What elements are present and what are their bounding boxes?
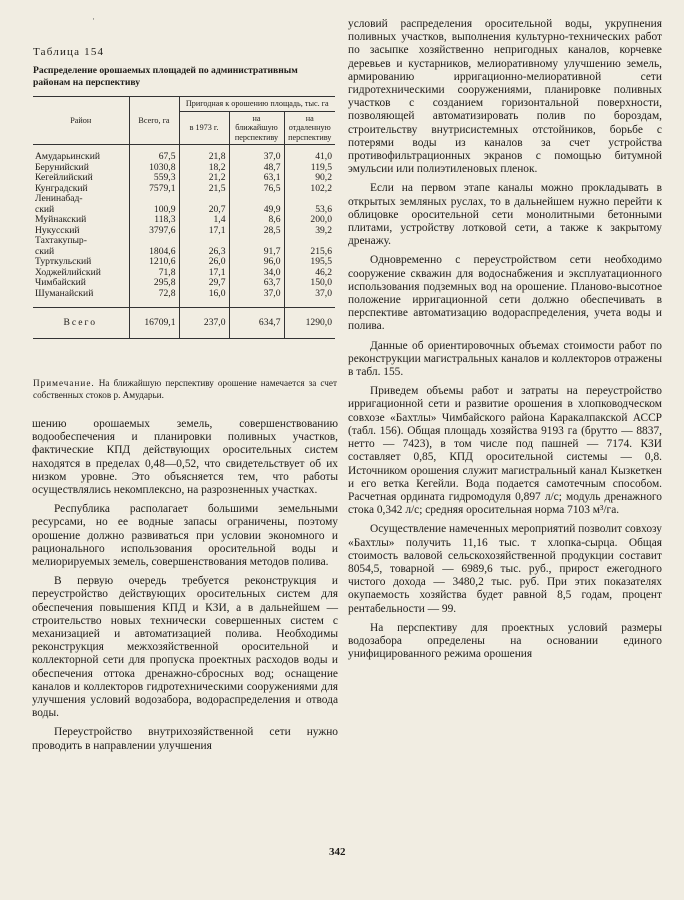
left-column-text: [32, 418, 338, 753]
value-cell: 53,6: [284, 205, 335, 216]
value-cell: [229, 236, 284, 247]
value-cell: 8,6: [229, 215, 284, 226]
value-cell: 17,1: [179, 268, 229, 279]
value-cell: 21,2: [179, 173, 229, 184]
value-cell: 295,8: [129, 278, 179, 289]
paragraph: условий распределения оросительной воды, укрупнения поливных участков, выполнения культурно-технических работ по засыпке хозяйственно непригодных каналов, корчевке деревьев и кустарников, мелиоративному улучшению земель, армированию ирригационно-мелиоративной сети гидротехническими сооружениями, планировке поливных участков с созданием горизонтальной поверхности, позволяющей автоматизировать полив по бороздам, строительству внутрисистемных отстойников, борьбе с потерями воды из каналов за счет устройства противофильтрационных экранов с помощью битумной эмульсии или полиэтиленовых пленок.: [348, 18, 662, 176]
value-cell: [179, 194, 229, 205]
value-cell: 49,9: [229, 205, 284, 216]
value-cell: 559,3: [129, 173, 179, 184]
value-cell: 90,2: [284, 173, 335, 184]
value-cell: [129, 236, 179, 247]
value-cell: 102,2: [284, 184, 335, 195]
rayon-cell: Тахтакупыр-: [35, 235, 87, 246]
table-note: [33, 378, 337, 401]
value-cell: 37,0: [229, 145, 284, 163]
value-cell: 26,0: [179, 257, 229, 268]
table-row: [33, 236, 335, 247]
total-label: Всего: [33, 308, 129, 339]
value-cell: 34,0: [229, 268, 284, 279]
table-row: [33, 289, 335, 308]
value-cell: [229, 194, 284, 205]
total-cell: 634,7: [229, 308, 284, 339]
total-cell: 237,0: [179, 308, 229, 339]
value-cell: [284, 236, 335, 247]
value-cell: [129, 194, 179, 205]
value-cell: [179, 236, 229, 247]
value-cell: 63,1: [229, 173, 284, 184]
right-column-text: [348, 18, 662, 661]
page-mark: ·: [92, 14, 95, 24]
value-cell: 29,7: [179, 278, 229, 289]
paragraph: Приведем объемы работ и затраты на переустройство ирригационной сети и развитие орошения в хлопководческом совхозе «Бахтлы» Чимбайского района Каракалпакской АССР (табл. 156). Общая площадь хозяйства 9193 га (брутто — 8837, нетто — 7423), в том числе под пашней — 7174. КЗИ составляет 0,85, КПД оросительной системы — 0,8. Источником орошения служит магистральный канал Кызкеткен и его ветка Кегейли. Вода подается самотечным способом. Расчетная ордината гидромодуля 0,897 л/с; модуль дренажного стока 0,342 л/с; средняя оросительная норма 7103 м³/га.: [348, 385, 662, 517]
value-cell: 100,9: [129, 205, 179, 216]
value-cell: 16,0: [179, 289, 229, 308]
col-header-rayon: Район: [33, 97, 129, 145]
value-cell: 3797,6: [129, 226, 179, 237]
rayon-cell: Берунийский: [35, 161, 89, 173]
value-cell: 18,2: [179, 163, 229, 174]
table-title: Распределение орошаемых площадей по административным районам на перспективу: [33, 65, 298, 88]
col-header-near: на ближайшую перспективу: [229, 111, 284, 145]
rayon-cell: Шуманайский: [35, 287, 94, 299]
value-cell: 1030,8: [129, 163, 179, 174]
value-cell: 37,0: [284, 289, 335, 308]
paragraph: В первую очередь требуется реконструкция и переустройство действующих оросительных систем для обеспечения повышения КПД и КЗИ, а в дальнейшем — строительство новых технически совершенных систем с механизацией и автоматизацией полива. Необходимы реконструкция межхозяйственной оросительной и коллекторной сети для пропуска проектных расходов воды и обеспечения оттока дренажно-сбросных вод; оснащение каналов и коллекторов гидротехническими сооружениями для улучшения условий водозабора, водораспределения и отвода воды.: [32, 575, 338, 720]
value-cell: 200,0: [284, 215, 335, 226]
paragraph: Осуществление намеченных мероприятий позволит совхозу «Бахтлы» получить 11,16 тыс. т хлопка-сырца. Общая стоимость валовой сельскохозяйственной продукции составит 8054,5, товарной — 6989,6 тыс. руб., прирост ежегодного чистого дохода — 3480,2 тыс. руб. При этих показателях окупаемость хозяйства будет равной 8,5 годам, процент рентабельности — 99.: [348, 523, 662, 615]
rayon-cell: Ленинабад-: [35, 193, 83, 204]
value-cell: 41,0: [284, 145, 335, 163]
rayon-cell: ский: [35, 203, 55, 215]
rayon-cell: Нукусский: [35, 224, 80, 236]
value-cell: 150,0: [284, 278, 335, 289]
value-cell: 118,3: [129, 215, 179, 226]
table-row: [33, 257, 335, 268]
table-row: [33, 173, 335, 184]
value-cell: 215,6: [284, 247, 335, 258]
value-cell: 63,7: [229, 278, 284, 289]
note-label: Примечание.: [33, 378, 95, 388]
rayon-cell: Амударьинский: [35, 151, 100, 162]
value-cell: 96,0: [229, 257, 284, 268]
total-cell: 1290,0: [284, 308, 335, 339]
total-cell: 16709,1: [129, 308, 179, 339]
value-cell: 20,7: [179, 205, 229, 216]
paragraph: Одновременно с переустройством сети необходимо сооружение скважин для водоснабжения и эксплуатационного использования подземных вод на орошение. Планово-высотное положение ирригационной сети должно обеспечивать в перспективе автоматизацию водораспределения, учета воды и полива.: [348, 254, 662, 333]
rayon-cell: Муйнакский: [35, 214, 87, 225]
page-number: 342: [329, 846, 346, 858]
paragraph: шению орошаемых земель, совершенствованию водообеспечения и планировки поливных участков, фактические КПД действующих оросительных систем находятся в пределах 0,48—0,52, что свидетельствует об их низком уровне. Это объясняется тем, что работы осуществлялись некомплексно, на разрозненных участках.: [32, 418, 338, 497]
value-cell: 37,0: [229, 289, 284, 308]
value-cell: 17,1: [179, 226, 229, 237]
paragraph: Данные об ориентировочных объемах стоимости работ по реконструкции магистральных каналов и коллекторов отражены в табл. 155.: [348, 339, 662, 379]
table-row: [33, 194, 335, 205]
value-cell: 7579,1: [129, 184, 179, 195]
value-cell: 72,8: [129, 289, 179, 308]
value-cell: 76,5: [229, 184, 284, 195]
col-header-far: на отдаленную перспективу: [284, 111, 335, 145]
rayon-cell: Турткульский: [35, 256, 92, 267]
value-cell: 91,7: [229, 247, 284, 258]
value-cell: 21,5: [179, 184, 229, 195]
value-cell: 1,4: [179, 215, 229, 226]
table-total-row: [33, 308, 335, 339]
value-cell: 71,8: [129, 268, 179, 279]
col-header-group: Пригодная к орошению площадь, тыс. га: [179, 97, 335, 112]
value-cell: 119,5: [284, 163, 335, 174]
value-cell: 195,5: [284, 257, 335, 268]
value-cell: [284, 194, 335, 205]
table-row: [33, 215, 335, 226]
value-cell: 48,7: [229, 163, 284, 174]
value-cell: 26,3: [179, 247, 229, 258]
value-cell: 1804,6: [129, 247, 179, 258]
paragraph: Переустройство внутрихозяйственной сети нужно проводить в направлении улучшения: [32, 726, 338, 752]
table-row: [33, 278, 335, 289]
value-cell: 67,5: [129, 145, 179, 163]
col-header-1973: в 1973 г.: [179, 111, 229, 145]
rayon-cell: Кунградский: [35, 182, 88, 194]
paragraph: На перспективу для проектных условий размеры водозабора определены на основании единого унифицированного режима орошения: [348, 621, 662, 661]
note-text: На ближайшую перспективу орошение намечается за счет собственных стоков р. Амударьи.: [33, 378, 337, 400]
irrigation-table: [33, 96, 335, 339]
rayon-cell: Ходжейлийский: [35, 266, 101, 278]
value-cell: 1210,6: [129, 257, 179, 268]
rayon-cell: ский: [35, 245, 55, 257]
paragraph: Если на первом этапе каналы можно прокладывать в открытых земляных руслах, то в дальнейшем нужно перейти к облицовке оросительной сети монолитными бетонными плитами, устройству лотковой сети, а также к закрытому дренажу.: [348, 182, 662, 248]
paragraph: Республика располагает большими земельными ресурсами, но ее водные запасы ограничены, поэтому орошение должно развиваться при условии экономного и рационального использования оросительной воды и мелиорируемых земель, совершенствования методов полива.: [32, 503, 338, 569]
value-cell: 39,2: [284, 226, 335, 237]
rayon-cell: Кегейлийский: [35, 172, 93, 183]
rayon-cell: Чимбайский: [35, 277, 86, 288]
value-cell: 21,8: [179, 145, 229, 163]
value-cell: 28,5: [229, 226, 284, 237]
table-row: [33, 145, 335, 163]
value-cell: 46,2: [284, 268, 335, 279]
col-header-total: Всего, га: [129, 97, 179, 145]
table-caption: Таблица 154: [33, 46, 105, 58]
